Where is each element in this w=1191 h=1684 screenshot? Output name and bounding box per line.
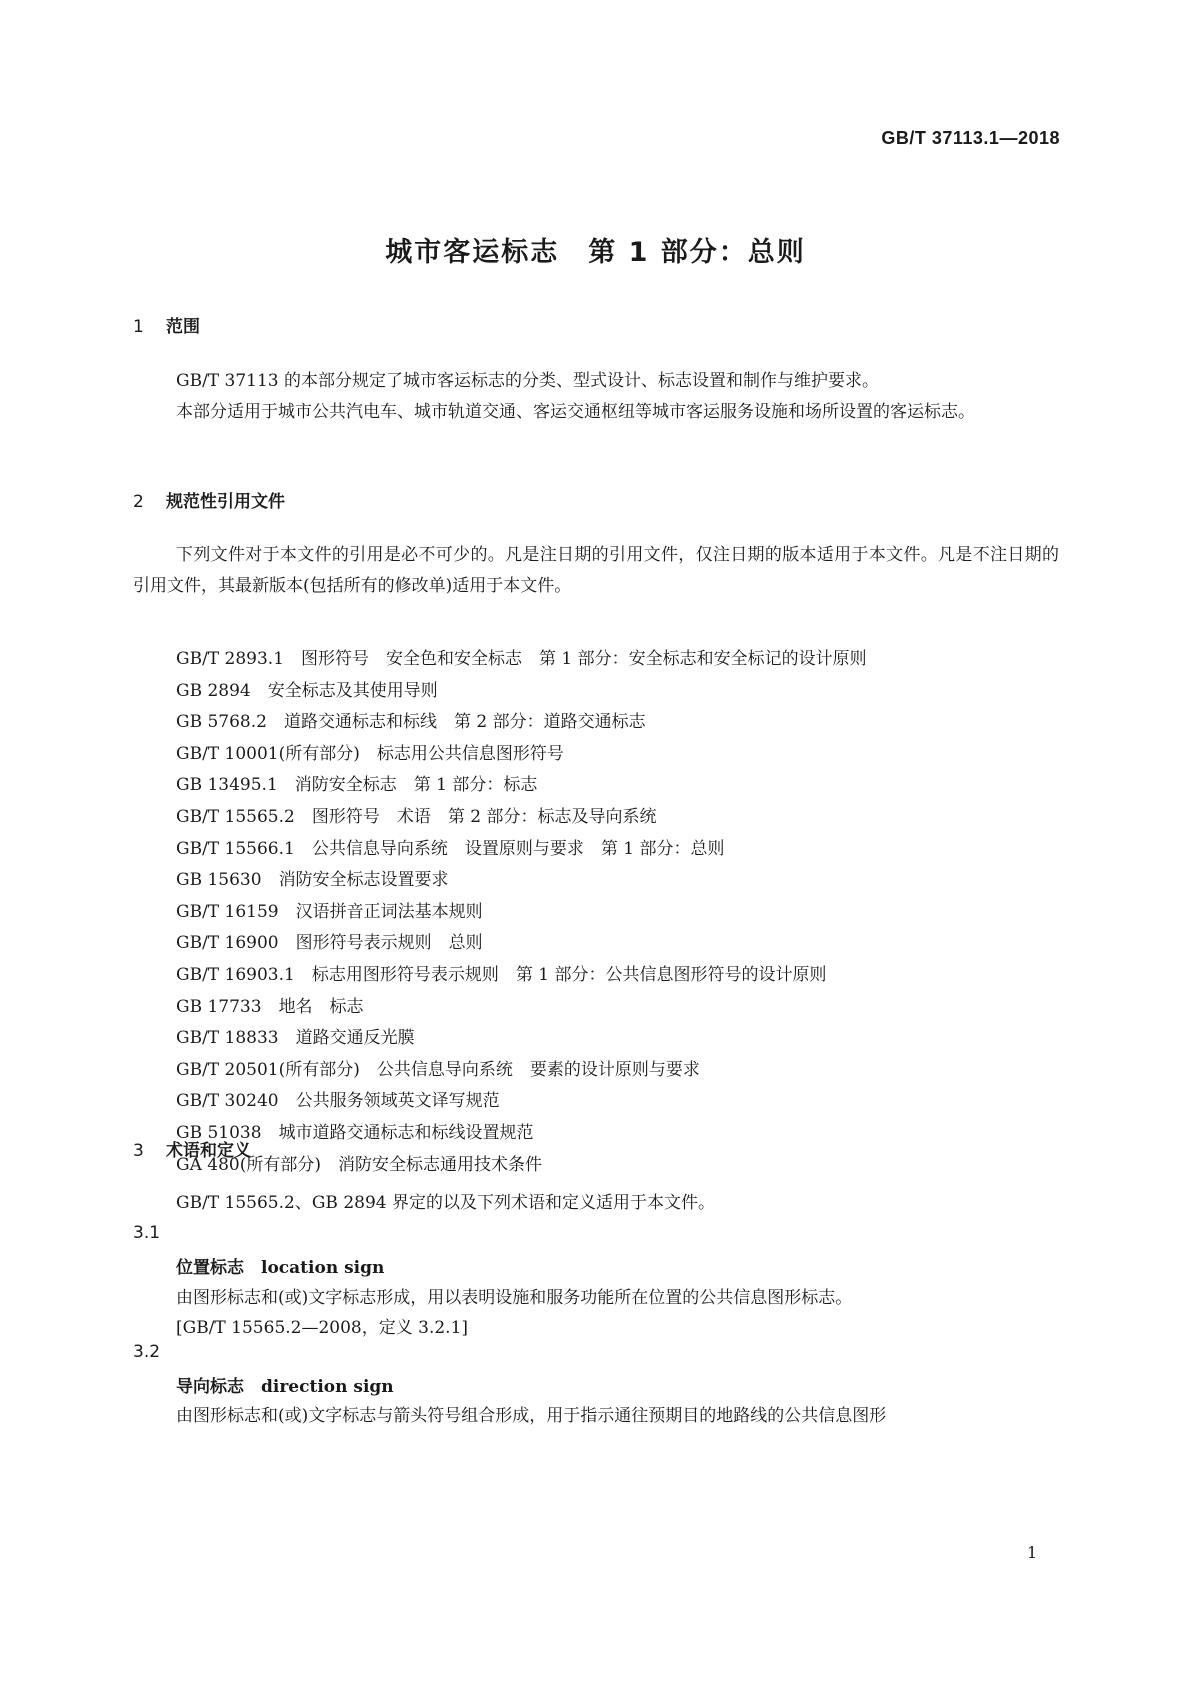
reference-title: 图形符号 术语 第 2 部分：标志及导向系统 bbox=[311, 806, 657, 827]
reference-title: 公共信息导向系统 设置原则与要求 第 1 部分：总则 bbox=[311, 838, 725, 859]
term-heading bbox=[176, 1253, 384, 1278]
term-chinese: 位置标志 bbox=[176, 1258, 244, 1278]
reference-item bbox=[176, 707, 867, 739]
reference-title: 公共服务领域英文译写规范 bbox=[295, 1091, 500, 1112]
section-3-heading bbox=[133, 1136, 251, 1161]
reference-item bbox=[176, 802, 867, 834]
section-number: 2 bbox=[133, 492, 144, 512]
section-number: 1 bbox=[133, 317, 144, 337]
reference-item bbox=[176, 1086, 867, 1118]
standard-code: GB/T 37113.1—2018 bbox=[881, 128, 1060, 148]
term-definition: 由图形标志和(或)文字标志形成，用以表明设施和服务功能所在位置的公共信息图形标志。 bbox=[176, 1288, 853, 1308]
reference-code: GB/T 10001(所有部分) bbox=[176, 743, 360, 764]
reference-title: 图形符号 安全色和安全标志 第 1 部分：安全标志和安全标记的设计原则 bbox=[301, 649, 867, 669]
reference-code: GB 13495.1 bbox=[176, 775, 278, 796]
section-2-heading bbox=[133, 487, 285, 512]
normative-references-list bbox=[176, 644, 867, 1181]
reference-code: GA 480(所有部分) bbox=[176, 1154, 321, 1175]
reference-code: GB/T 15566.1 bbox=[176, 838, 295, 859]
reference-item bbox=[176, 1118, 867, 1150]
reference-item bbox=[176, 992, 867, 1024]
reference-code: GB/T 16903.1 bbox=[176, 964, 295, 985]
reference-title: 图形符号表示规则 总则 bbox=[295, 933, 483, 954]
reference-code: GB 5768.2 bbox=[176, 712, 267, 733]
reference-code: GB/T 16900 bbox=[176, 933, 279, 954]
terms-intro: GB/T 15565.2、GB 2894 界定的以及下列术语和定义适用于本文件。 bbox=[176, 1193, 715, 1213]
reference-title: 汉语拼音正词法基本规则 bbox=[295, 901, 483, 922]
reference-title: 标志用图形符号表示规则 第 1 部分：公共信息图形符号的设计原则 bbox=[311, 964, 827, 985]
reference-item bbox=[176, 897, 867, 929]
section-title: 规范性引用文件 bbox=[166, 492, 285, 512]
reference-item bbox=[176, 834, 867, 866]
reference-item bbox=[176, 770, 867, 802]
reference-item bbox=[176, 865, 867, 897]
reference-title: 消防安全标志通用技术条件 bbox=[337, 1154, 542, 1175]
reference-code: GB/T 30240 bbox=[176, 1091, 279, 1112]
term-number: 3.2 bbox=[133, 1342, 161, 1362]
document-title: 城市客运标志 第 1 部分：总则 bbox=[385, 237, 806, 268]
reference-item bbox=[176, 960, 867, 992]
reference-title: 消防安全标志设置要求 bbox=[278, 870, 449, 891]
reference-item bbox=[176, 739, 867, 771]
section-title: 术语和定义 bbox=[166, 1141, 251, 1161]
reference-item bbox=[176, 928, 867, 960]
reference-item bbox=[176, 1150, 867, 1182]
reference-title: 地名 标志 bbox=[278, 996, 364, 1017]
reference-item bbox=[176, 1023, 867, 1055]
reference-title: 标志用公共信息图形符号 bbox=[376, 743, 564, 764]
section-1-heading bbox=[133, 312, 200, 337]
reference-code: GB/T 16159 bbox=[176, 901, 279, 922]
reference-item bbox=[176, 644, 867, 676]
reference-code: GB/T 15565.2 bbox=[176, 806, 295, 827]
reference-item bbox=[176, 1055, 867, 1087]
reference-code: GB 2894 bbox=[176, 680, 251, 701]
term-source: [GB/T 15565.2—2008，定义 3.2.1] bbox=[176, 1318, 469, 1338]
reference-title: 公共信息导向系统 要素的设计原则与要求 bbox=[376, 1059, 700, 1080]
term-heading bbox=[176, 1372, 394, 1397]
term-number: 3.1 bbox=[133, 1223, 161, 1243]
reference-title: 消防安全标志 第 1 部分：标志 bbox=[294, 775, 538, 796]
reference-item bbox=[176, 676, 867, 708]
term-chinese: 导向标志 bbox=[176, 1377, 244, 1397]
reference-code: GB 51038 bbox=[176, 1122, 262, 1143]
reference-code: GB/T 20501(所有部分) bbox=[176, 1059, 360, 1080]
reference-title: 城市道路交通标志和标线设置规范 bbox=[278, 1122, 534, 1143]
reference-title: 道路交通反光膜 bbox=[295, 1028, 415, 1049]
references-intro: 下列文件对于本文件的引用是必不可少的。凡是注日期的引用文件，仅注日期的版本适用于本文件。凡是不注日期的引用文件，其最新版本(包括所有的修改单)适用于本文件。 bbox=[133, 545, 1059, 596]
term-english: direction sign bbox=[261, 1377, 394, 1397]
reference-title: 道路交通标志和标线 第 2 部分：道路交通标志 bbox=[283, 712, 646, 733]
reference-code: GB/T 18833 bbox=[176, 1028, 279, 1049]
scope-paragraph-2: 本部分适用于城市公共汽电车、城市轨道交通、客运交通枢纽等城市客运服务设施和场所设置的客运标志。 bbox=[176, 402, 975, 422]
scope-paragraph-1: GB/T 37113 的本部分规定了城市客运标志的分类、型式设计、标志设置和制作与维护要求。 bbox=[176, 371, 880, 391]
page-number: 1 bbox=[1027, 1543, 1038, 1562]
reference-code: GB 17733 bbox=[176, 996, 262, 1017]
reference-title: 安全标志及其使用导则 bbox=[267, 680, 438, 701]
section-title: 范围 bbox=[166, 317, 200, 337]
reference-code: GB 15630 bbox=[176, 870, 262, 891]
term-english: location sign bbox=[261, 1258, 385, 1278]
term-definition: 由图形标志和(或)文字标志与箭头符号组合形成，用于指示通往预期目的地路线的公共信息图形 bbox=[176, 1406, 887, 1426]
reference-code: GB/T 2893.1 bbox=[176, 649, 285, 669]
section-number: 3 bbox=[133, 1141, 144, 1161]
